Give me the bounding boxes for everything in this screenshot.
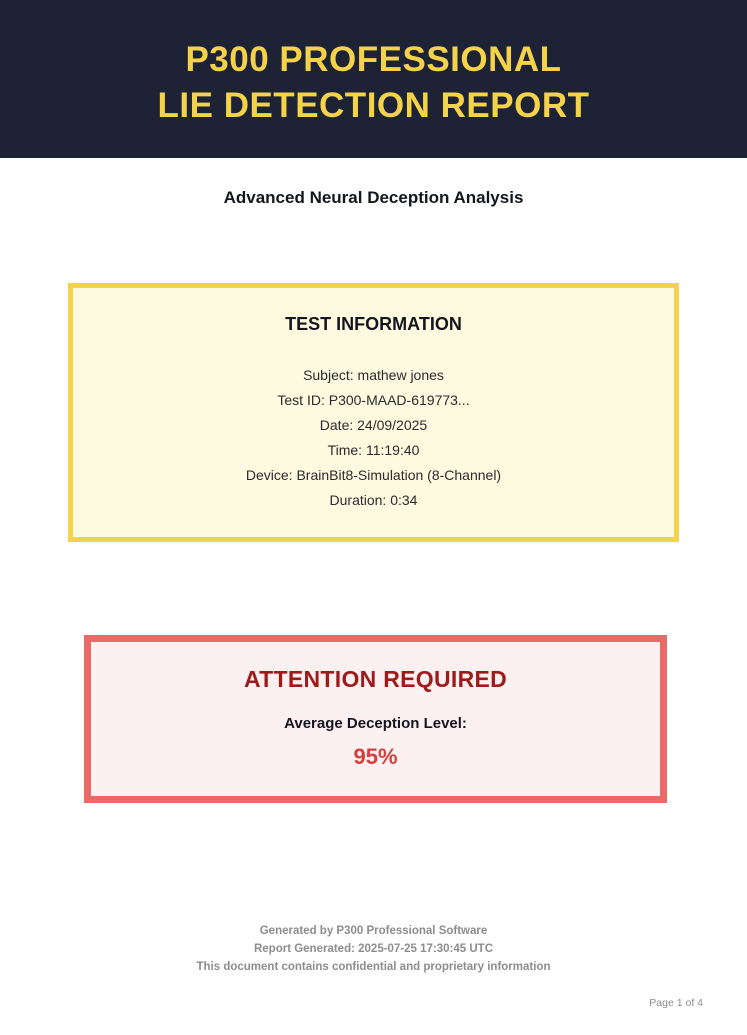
footer-line-confidentiality: This document contains confidential and proprietary information [196,961,551,973]
report-footer [0,922,747,976]
footer-line-report-generated: Report Generated: 2025-07-25 17:30:45 UTC [253,943,494,955]
test-info-test-id: Test ID: P300-MAAD-619773... [277,392,470,408]
report-title-line-1: P300 PROFESSIONAL [185,40,562,79]
test-information-title: TEST INFORMATION [285,314,462,334]
report-subtitle: Advanced Neural Deception Analysis [223,188,524,207]
test-info-subject: Subject: mathew jones [303,367,444,383]
report-title-line-2: LIE DETECTION REPORT [157,86,590,125]
average-deception-level-value: 95% [353,744,398,769]
page-number: Page 1 of 4 [649,997,703,1009]
test-information-card [68,283,679,542]
test-info-date: Date: 24/09/2025 [319,417,428,433]
test-info-device: Device: BrainBit8-Simulation (8-Channel) [245,467,502,483]
test-info-time: Time: 11:19:40 [327,442,420,458]
report-header [0,0,747,158]
attention-required-card [84,635,667,803]
test-info-duration: Duration: 0:34 [329,492,418,508]
average-deception-level-label: Average Deception Level: [284,715,467,732]
attention-required-title: ATTENTION REQUIRED [243,666,508,692]
footer-line-generated-by: Generated by P300 Professional Software [259,925,488,937]
